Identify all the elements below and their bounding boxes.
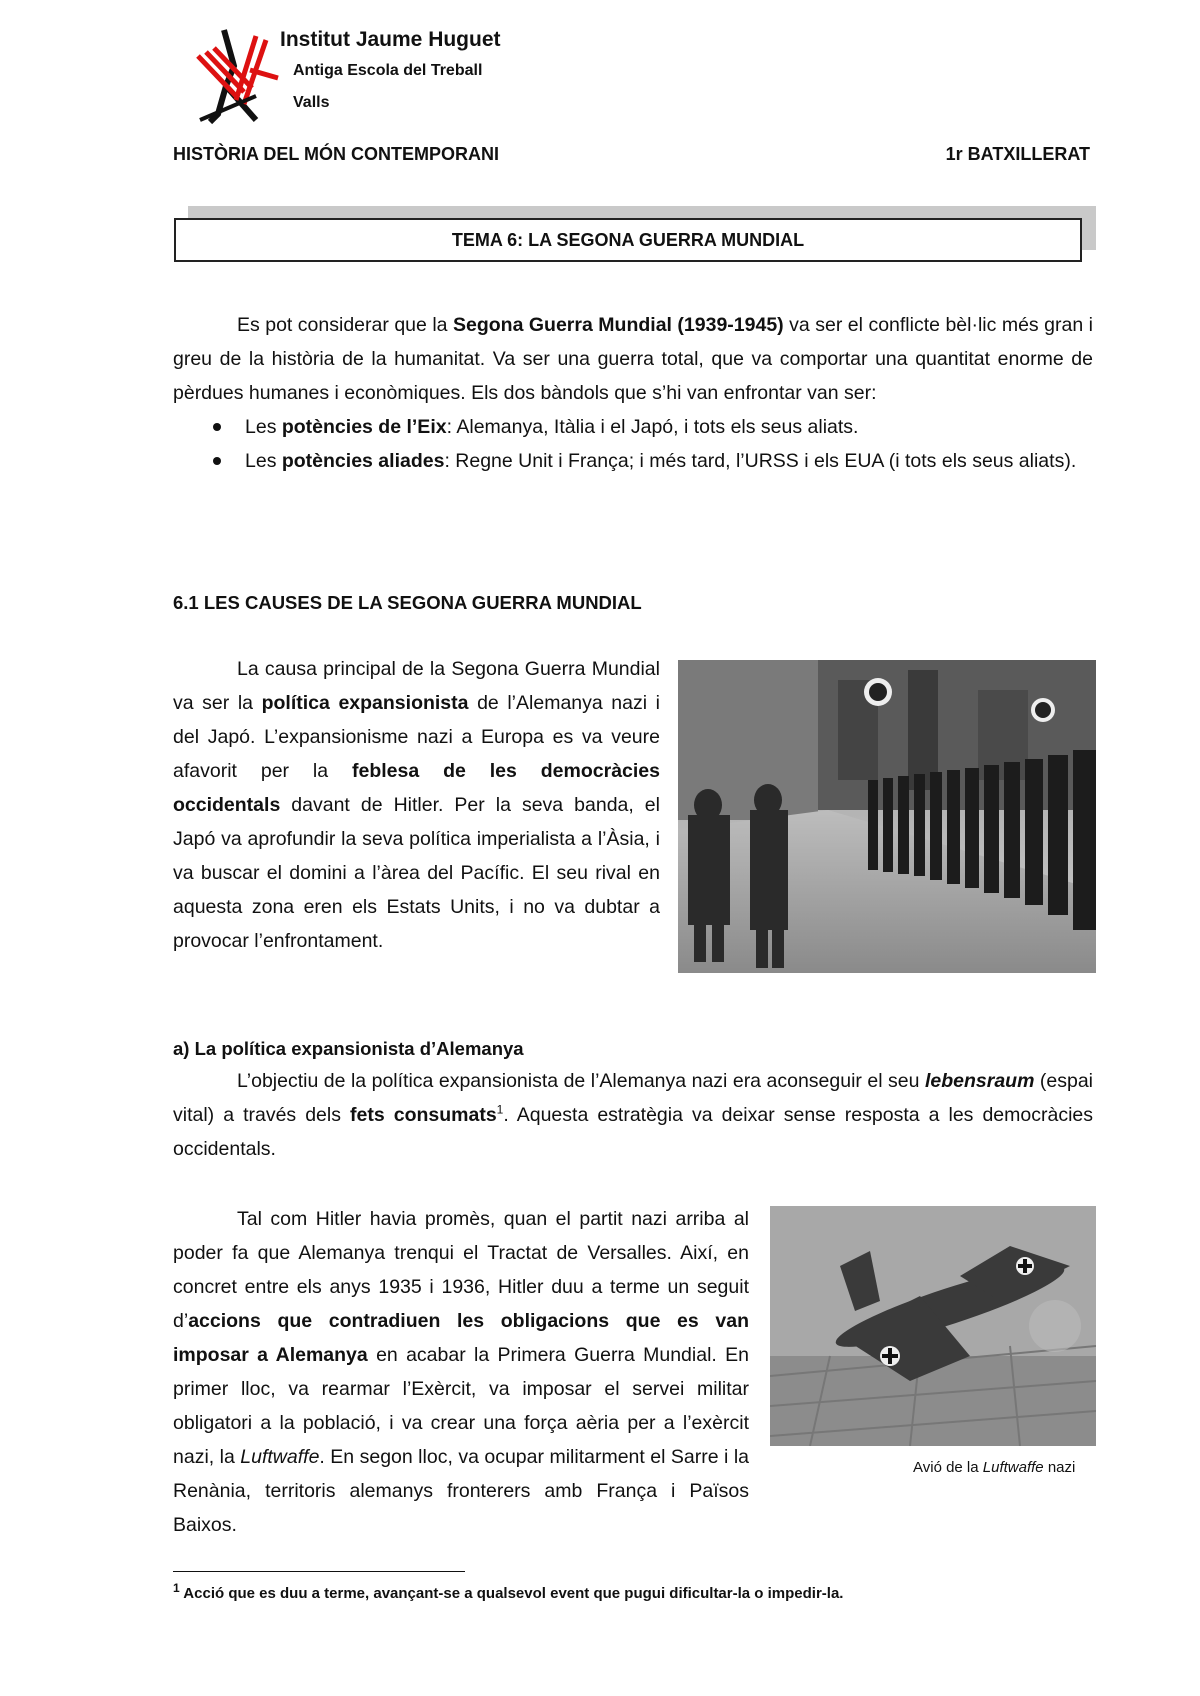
footnote-rule [173,1571,465,1572]
luftwaffe-plane-photo [770,1206,1096,1446]
versailles-text [173,1202,749,1542]
alliances-list [173,410,1093,478]
subsection-heading: a) La política expansionista d’Alemanya [173,1038,524,1059]
institute-city: Valls [293,94,330,111]
versailles-paragraph: Tal com Hitler havia promès, quan el partit nazi arriba al poder fa que Alemanya trenqui el Tractat de Versalles. Així, en concret entre els anys 1935 i 1936, Hitler duu a terme un seguit d’accions que contradiuen les obligacions que es van imposar a Alemanya en acabar la Primera Guerra Mundial. En primer lloc, va rearmar l’Exèrcit, va imposar el servei militar obligatori a la població, i va crear una força aèria per a l’exèrcit nazi, la Luftwaffe. En segon lloc, va ocupar militarment el Sarre i la Renània, territoris alemanys fronterers amb França i Països Baixos. [173,1208,749,1536]
institute-logo-icon [196,26,286,126]
course-name: HISTÒRIA DEL MÓN CONTEMPORANI [173,144,500,164]
page-title: TEMA 6: LA SEGONA GUERRA MUNDIAL [174,218,1082,262]
causes-paragraph: La causa principal de la Segona Guerra Mundial va ser la política expansionista de l’Alemanya nazi i del Japó. L’expansionisme nazi a Europa es va veure afavorit per la feblesa de les democràcies occidentals davant de Hitler. Per la seva banda, el Japó va aprofundir la seva política imperialista a l’Àsia, i va buscar el domini a l’àrea del Pacífic. El seu rival en aquesta zona eren els Estats Units, i no va dubtar a provocar l’enfrontament. [173,658,660,952]
section-heading: 6.1 LES CAUSES DE LA SEGONA GUERRA MUNDIAL [173,592,642,613]
photo-caption: Avió de la Luftwaffe nazi [913,1459,1076,1476]
lebensraum-text [173,1064,1093,1166]
institute-subtitle: Antiga Escola del Treball [293,62,483,79]
institute-name: Institut Jaume Huguet [280,28,501,51]
lebensraum-paragraph: L’objectiu de la política expansionista de l’Alemanya nazi era aconseguir el seu lebensraum (espai vital) a través dels fets consumats$^1$. Aquesta estratègia va deixar sense resposta a les democràcies occidentals. [173,1070,1094,1160]
course-level: 1r BATXILLERAT [945,144,1090,164]
intro-section [173,308,1093,478]
list-item: Les potències de l’Eix: Alemanya, Itàlia i el Japó, i tots els seus aliats. [173,410,1093,444]
list-item: Les potències aliades: Regne Unit i França; i més tard, l’URSS i els EUA (i tots els seus aliats). [173,444,1093,478]
footnote: $^1$ Acció que es duu a terme, avançant-se a qualsevol event que pugui dificultar-la o impedir-la. [173,1581,844,1602]
causes-text [173,652,660,958]
military-parade-photo [678,660,1096,973]
intro-paragraph: Es pot considerar que la Segona Guerra Mundial (1939-1945) va ser el conflicte bèl·lic més gran i greu de la història de la humanitat. Va ser una guerra total, que va comportar una quantitat enorme de pèrdues humanes i econòmiques. Els dos bàndols que s’hi van enfrontar van ser: [173,314,1093,404]
